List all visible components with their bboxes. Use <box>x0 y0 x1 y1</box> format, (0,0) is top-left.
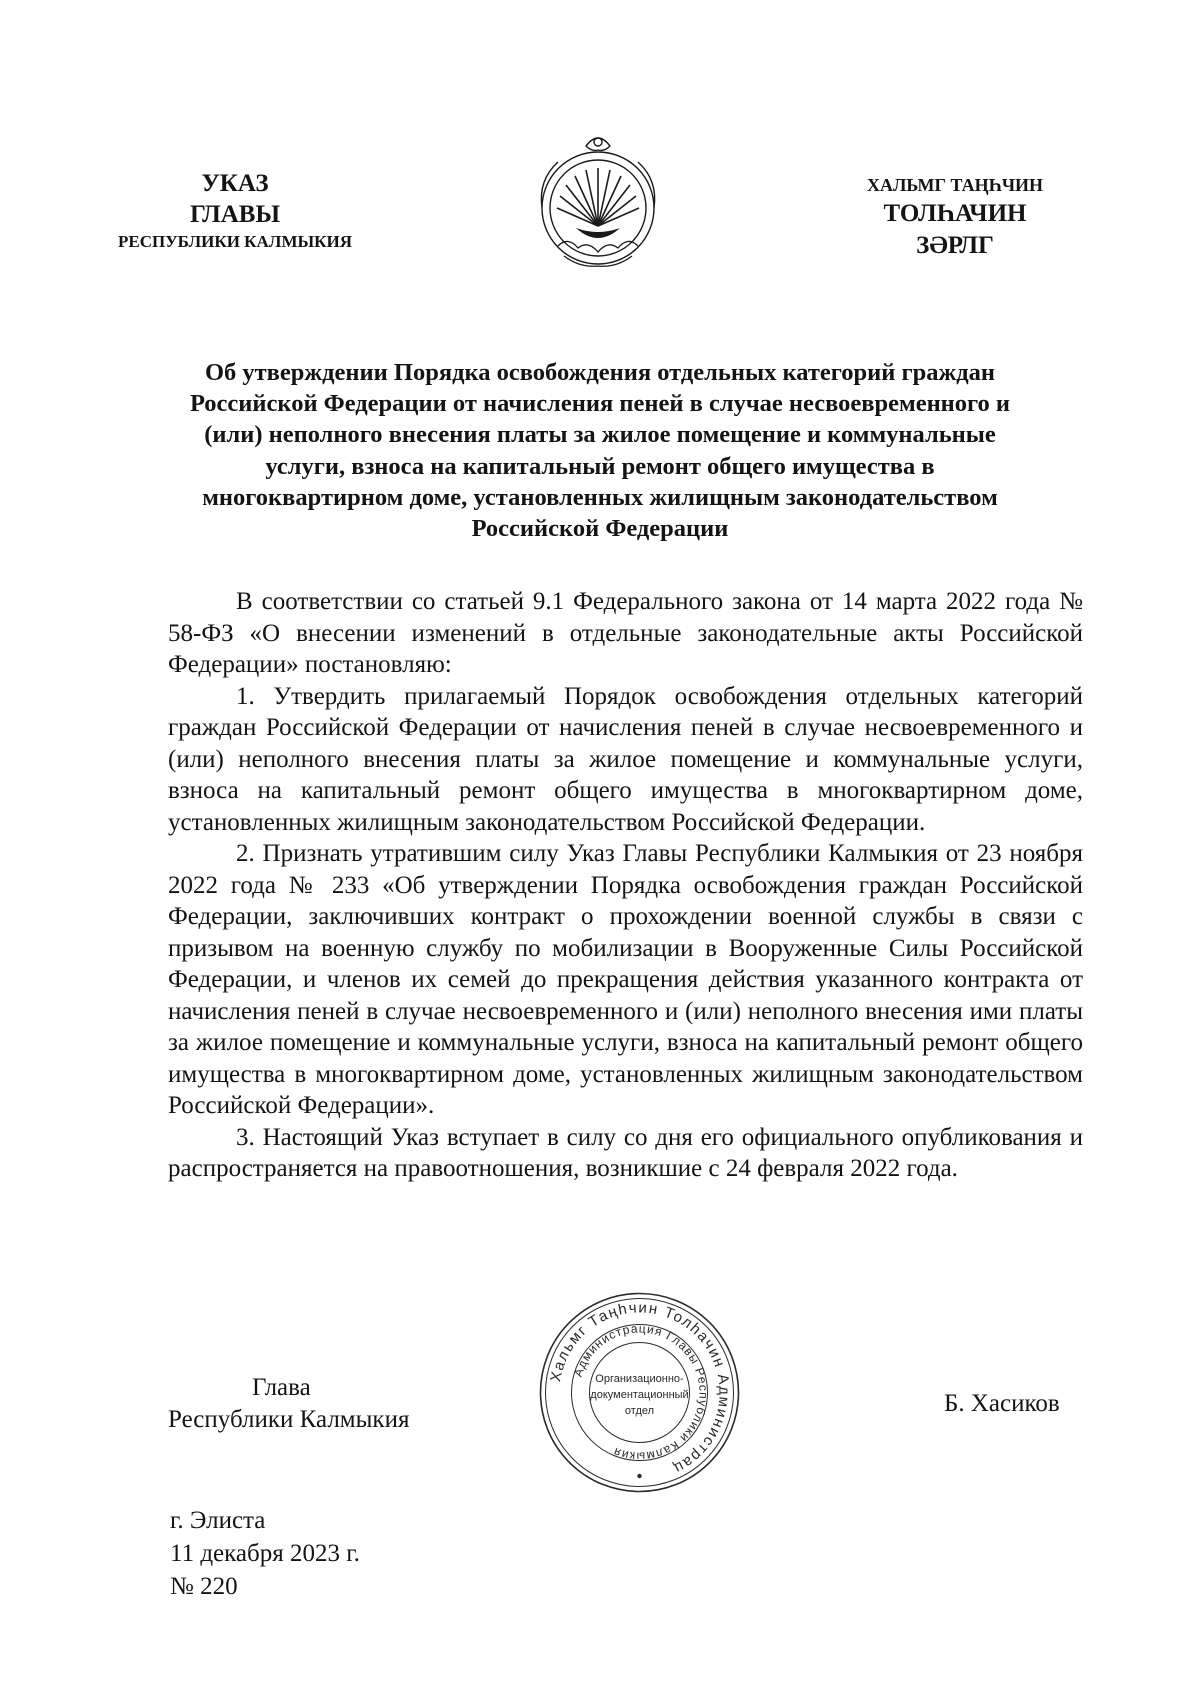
header-right <box>830 172 1080 262</box>
signature-title <box>168 1372 409 1436</box>
header-right-line3: ЗӘРЛГ <box>916 232 994 259</box>
footer-city: г. Элиста <box>170 1507 266 1534</box>
stamp-outer-text: Хальмг Таңһчин Толһачин Администрац <box>547 1299 733 1478</box>
header-left-line3: РЕСПУБЛИКИ КАЛМЫКИЯ <box>117 232 353 251</box>
body-item-3: 3. Настоящий Указ вступает в силу со дня его официального опубликования и распространяется на правоотношения, возникшие с 24 февраля 2022 года. <box>168 1123 1083 1182</box>
header-left <box>80 168 390 254</box>
stamp-center-line1: Организационно- <box>595 1373 684 1385</box>
signature-title-line2: Республики Калмыкия <box>168 1406 410 1433</box>
stamp-dot-icon <box>637 1474 641 1478</box>
body-intro-paragraph: В соответствии со статьей 9.1 Федерального закона от 14 марта 2022 года № 58-ФЗ «О внесении изменений в отдельные законодательные акты Российской Федерации» постановляю: <box>168 588 1083 678</box>
signature-title-line1: Глава <box>252 1374 311 1401</box>
header-right-line1: ХАЛЬМГ ТАҢҺЧИН <box>866 175 1044 195</box>
stamp-center-line2: документационный <box>590 1389 689 1401</box>
document-footer <box>170 1504 360 1603</box>
stamp-inner-text: Администрация Главы Республики Калмыкия <box>570 1321 711 1464</box>
body-item-2: 2. Признать утратившим силу Указ Главы Республики Калмыкия от 23 ноября 2022 года № 233 «Об утверждении Порядка освобождения граждан Российской Федерации, заключивших контракт о прохождении военной службы в связи с призывом на военную службу по мобилизации в Вооруженные Силы Российской Федерации, и членов их семей до прекращения действия указанного контракта от начисления пеней в случае несвоевременного и (или) неполного внесения ими платы за жилое помещение и коммунальные услуги, взноса на капитальный ремонт общего имущества в многоквартирном доме, установленных жилищным законодательством Российской Федерации». <box>168 840 1083 1119</box>
document-body <box>168 586 1083 1185</box>
header-left-line2: ГЛАВЫ <box>189 201 281 228</box>
coat-of-arms-emblem <box>528 128 668 276</box>
document-title: Об утверждении Порядка освобождения отдельных категорий граждан Российской Федерации от начисления пеней в случае несвоевременного и (или) неполного внесения платы за жилое помещение и коммунальные услуги, взноса на капитальный ремонт общего имущества в многоквартирном доме, установленных жилищным законодательством Российской Федерации <box>189 359 1011 543</box>
stamp-center-line3: отдел <box>624 1405 655 1417</box>
official-stamp <box>537 1290 742 1495</box>
footer-number: № 220 <box>170 1573 238 1600</box>
header-left-line1: УКАЗ <box>201 170 269 197</box>
signatory-name: Б. Хасиков <box>944 1390 1060 1417</box>
header-right-line2: ТОЛҺАЧИН <box>883 200 1027 227</box>
body-item-1: 1. Утвердить прилагаемый Порядок освобождения отдельных категорий граждан Российской Федерации от начисления пеней в случае несвоевременного и (или) неполного внесения платы за жилое помещение и коммунальные услуги, взноса на капитальный ремонт общего имущества в многоквартирном доме, установленных жилищным законодательством Российской Федерации. <box>168 682 1083 836</box>
footer-date: 11 декабря 2023 г. <box>170 1540 360 1567</box>
